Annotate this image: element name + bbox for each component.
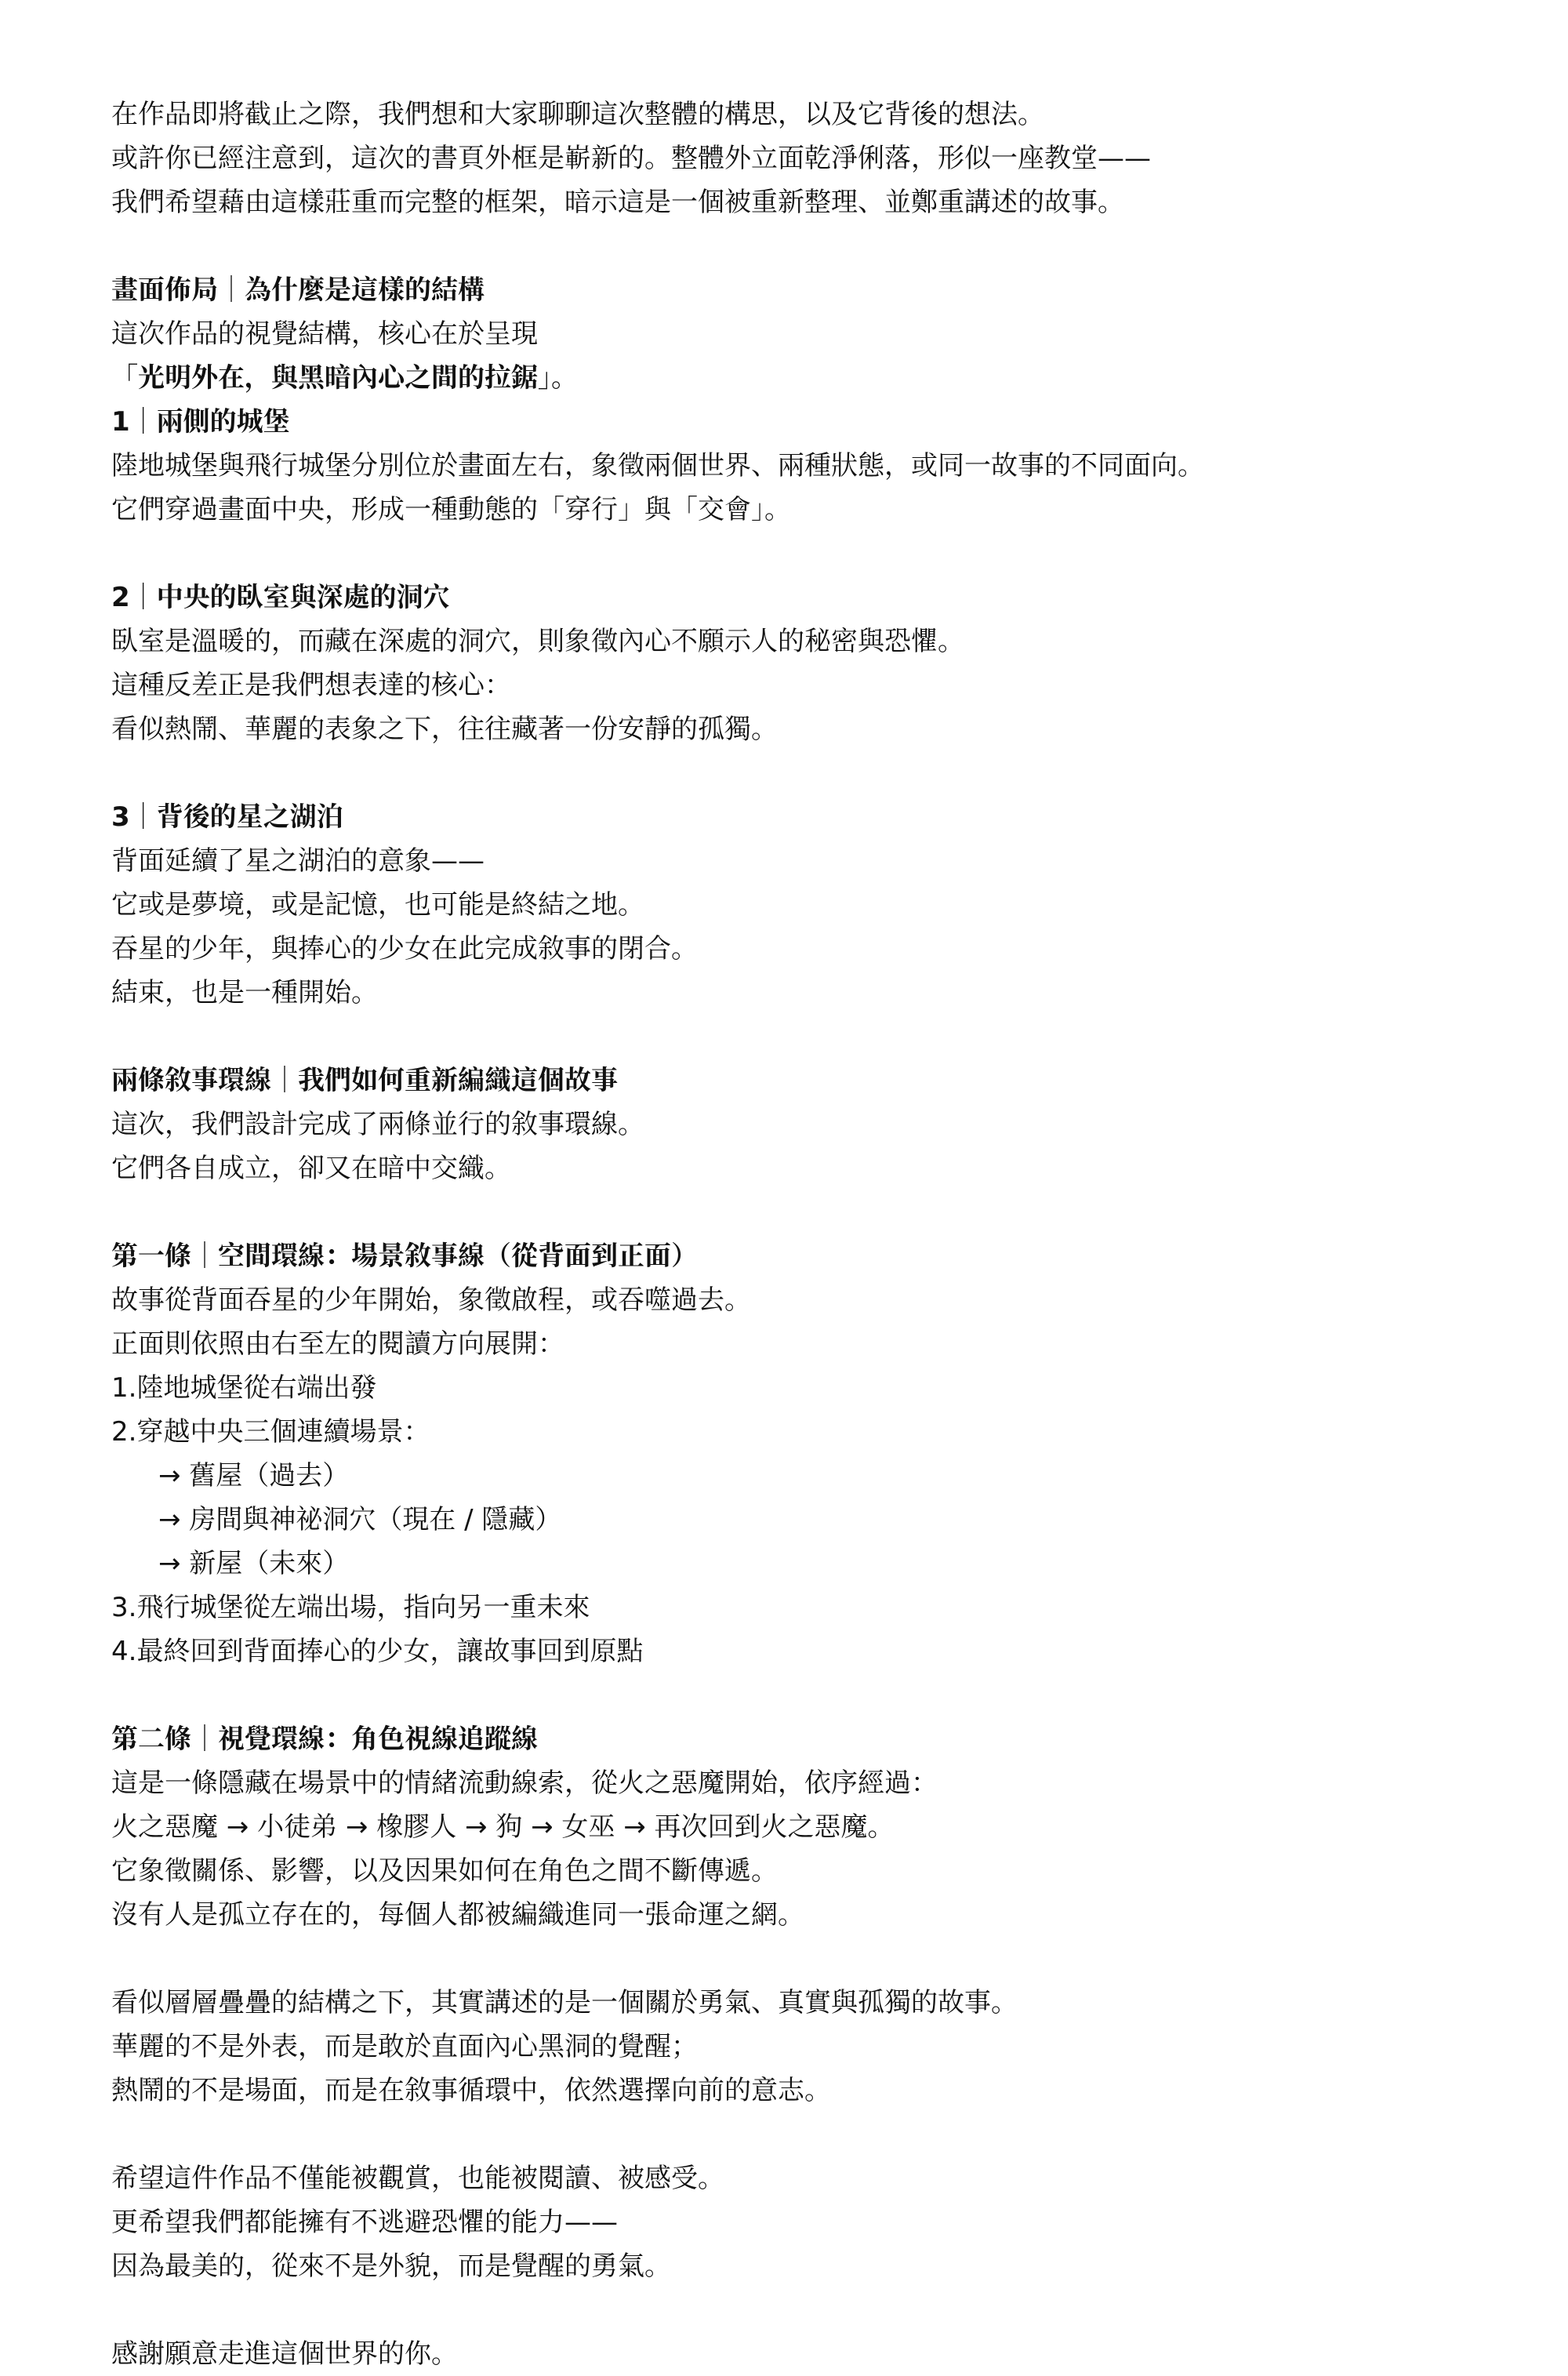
text-line: → 新屋（未來） — [158, 1548, 350, 1579]
text-line: 這種反差正是我們想表達的核心： — [111, 670, 511, 701]
paragraph-gap — [111, 1673, 1523, 1717]
document-body — [111, 93, 1523, 2376]
text-line: 希望這件作品不僅能被觀賞，也能被閱讀、被感受。 — [111, 2163, 724, 2194]
paragraph — [111, 2156, 1523, 2288]
paragraph-gap — [111, 532, 1523, 576]
text-line: 在作品即將截止之際，我們想和大家聊聊這次整體的構思，以及它背後的想法。 — [111, 99, 1044, 130]
paragraph — [111, 1717, 1523, 1937]
text-line: → 舊屋（過去） — [158, 1460, 350, 1491]
paragraph-gap — [111, 1015, 1523, 1059]
text-line: 它象徵關係、影響，以及因果如何在角色之間不斷傳遞。 — [111, 1855, 778, 1887]
text-line: → 房間與神祕洞穴（現在 / 隱藏） — [158, 1504, 562, 1535]
text-line: 更希望我們都能擁有不逃避恐懼的能力—— — [111, 2207, 618, 2238]
text-line: 它們各自成立，卻又在暗中交織。 — [111, 1153, 511, 1184]
paragraph-gap — [111, 1190, 1523, 1234]
section-heading: 3｜背後的星之湖泊 — [111, 801, 343, 833]
section-heading: 第一條｜空間環線：場景敘事線（從背面到正面） — [111, 1241, 698, 1272]
section-heading: 「光明外在，與黑暗內心之間的拉鋸」。 — [111, 362, 578, 394]
paragraph-gap — [111, 2288, 1523, 2332]
text-line: 華麗的不是外表，而是敢於直面內心黑洞的覺醒； — [111, 2031, 698, 2062]
section-heading: 第二條｜視覺環線：角色視線追蹤線 — [111, 1724, 538, 1755]
paragraph — [111, 268, 1523, 532]
text-line: 正面則依照由右至左的閱讀方向展開： — [111, 1328, 564, 1360]
text-line: 它或是夢境，或是記憶，也可能是終結之地。 — [111, 889, 644, 921]
text-line: 1.陸地城堡從右端出發 — [111, 1372, 377, 1404]
text-line: 火之惡魔 → 小徒弟 → 橡膠人 → 狗 → 女巫 → 再次回到火之惡魔。 — [111, 1811, 895, 1843]
section-heading: 1｜兩側的城堡 — [111, 406, 290, 438]
text-line: 看似熱鬧、華麗的表象之下，往往藏著一份安靜的孤獨。 — [111, 714, 778, 745]
text-line: 2.穿越中央三個連續場景： — [111, 1416, 430, 1448]
text-line: 臥室是溫暖的，而藏在深處的洞穴，則象徵內心不願示人的秘密與恐懼。 — [111, 626, 964, 657]
text-line: 這次，我們設計完成了兩條並行的敘事環線。 — [111, 1109, 644, 1140]
paragraph — [111, 1981, 1523, 2113]
paragraph — [111, 576, 1523, 751]
text-line: 陸地城堡與飛行城堡分別位於畫面左右，象徵兩個世界、兩種狀態，或同一故事的不同面向。 — [111, 450, 1204, 481]
text-line: 感謝願意走進這個世界的你。 — [111, 2338, 458, 2370]
text-line: 熱鬧的不是場面，而是在敘事循環中，依然選擇向前的意志。 — [111, 2075, 831, 2106]
paragraph — [111, 795, 1523, 1015]
section-heading: 畫面佈局｜為什麼是這樣的結構 — [111, 274, 485, 306]
text-line: 3.飛行城堡從左端出場，指向另一重未來 — [111, 1592, 590, 1623]
text-line: 沒有人是孤立存在的，每個人都被編織進同一張命運之網。 — [111, 1899, 804, 1931]
section-heading: 兩條敘事環線｜我們如何重新編織這個故事 — [111, 1065, 618, 1096]
text-line: 它們穿過畫面中央，形成一種動態的「穿行」與「交會」。 — [111, 494, 791, 525]
paragraph-gap — [111, 2113, 1523, 2156]
paragraph — [111, 1059, 1523, 1190]
paragraph-gap — [111, 751, 1523, 795]
paragraph — [111, 1234, 1523, 1673]
section-heading: 2｜中央的臥室與深處的洞穴 — [111, 582, 450, 613]
text-line: 因為最美的，從來不是外貌，而是覺醒的勇氣。 — [111, 2251, 671, 2282]
paragraph-gap — [111, 1937, 1523, 1981]
text-line: 或許你已經注意到，這次的書頁外框是嶄新的。整體外立面乾淨俐落，形似一座教堂—— — [111, 143, 1151, 174]
paragraph-gap — [111, 224, 1523, 268]
text-line: 我們希望藉由這樣莊重而完整的框架，暗示這是一個被重新整理、並鄭重講述的故事。 — [111, 187, 1124, 218]
text-line: 4.最終回到背面捧心的少女，讓故事回到原點 — [111, 1636, 644, 1667]
text-line: 背面延續了星之湖泊的意象—— — [111, 845, 485, 877]
text-line: 這是一條隱藏在場景中的情緒流動線索，從火之惡魔開始，依序經過： — [111, 1767, 938, 1799]
text-line: 看似層層疊疊的結構之下，其實講述的是一個關於勇氣、真實與孤獨的故事。 — [111, 1987, 1018, 2018]
text-line: 吞星的少年，與捧心的少女在此完成敘事的閉合。 — [111, 933, 698, 965]
text-line: 結束，也是一種開始。 — [111, 977, 378, 1008]
paragraph — [111, 93, 1523, 224]
text-line: 這次作品的視覺結構，核心在於呈現 — [111, 318, 538, 350]
paragraph — [111, 2332, 1523, 2376]
text-line: 故事從背面吞星的少年開始，象徵啟程，或吞噬過去。 — [111, 1284, 751, 1316]
